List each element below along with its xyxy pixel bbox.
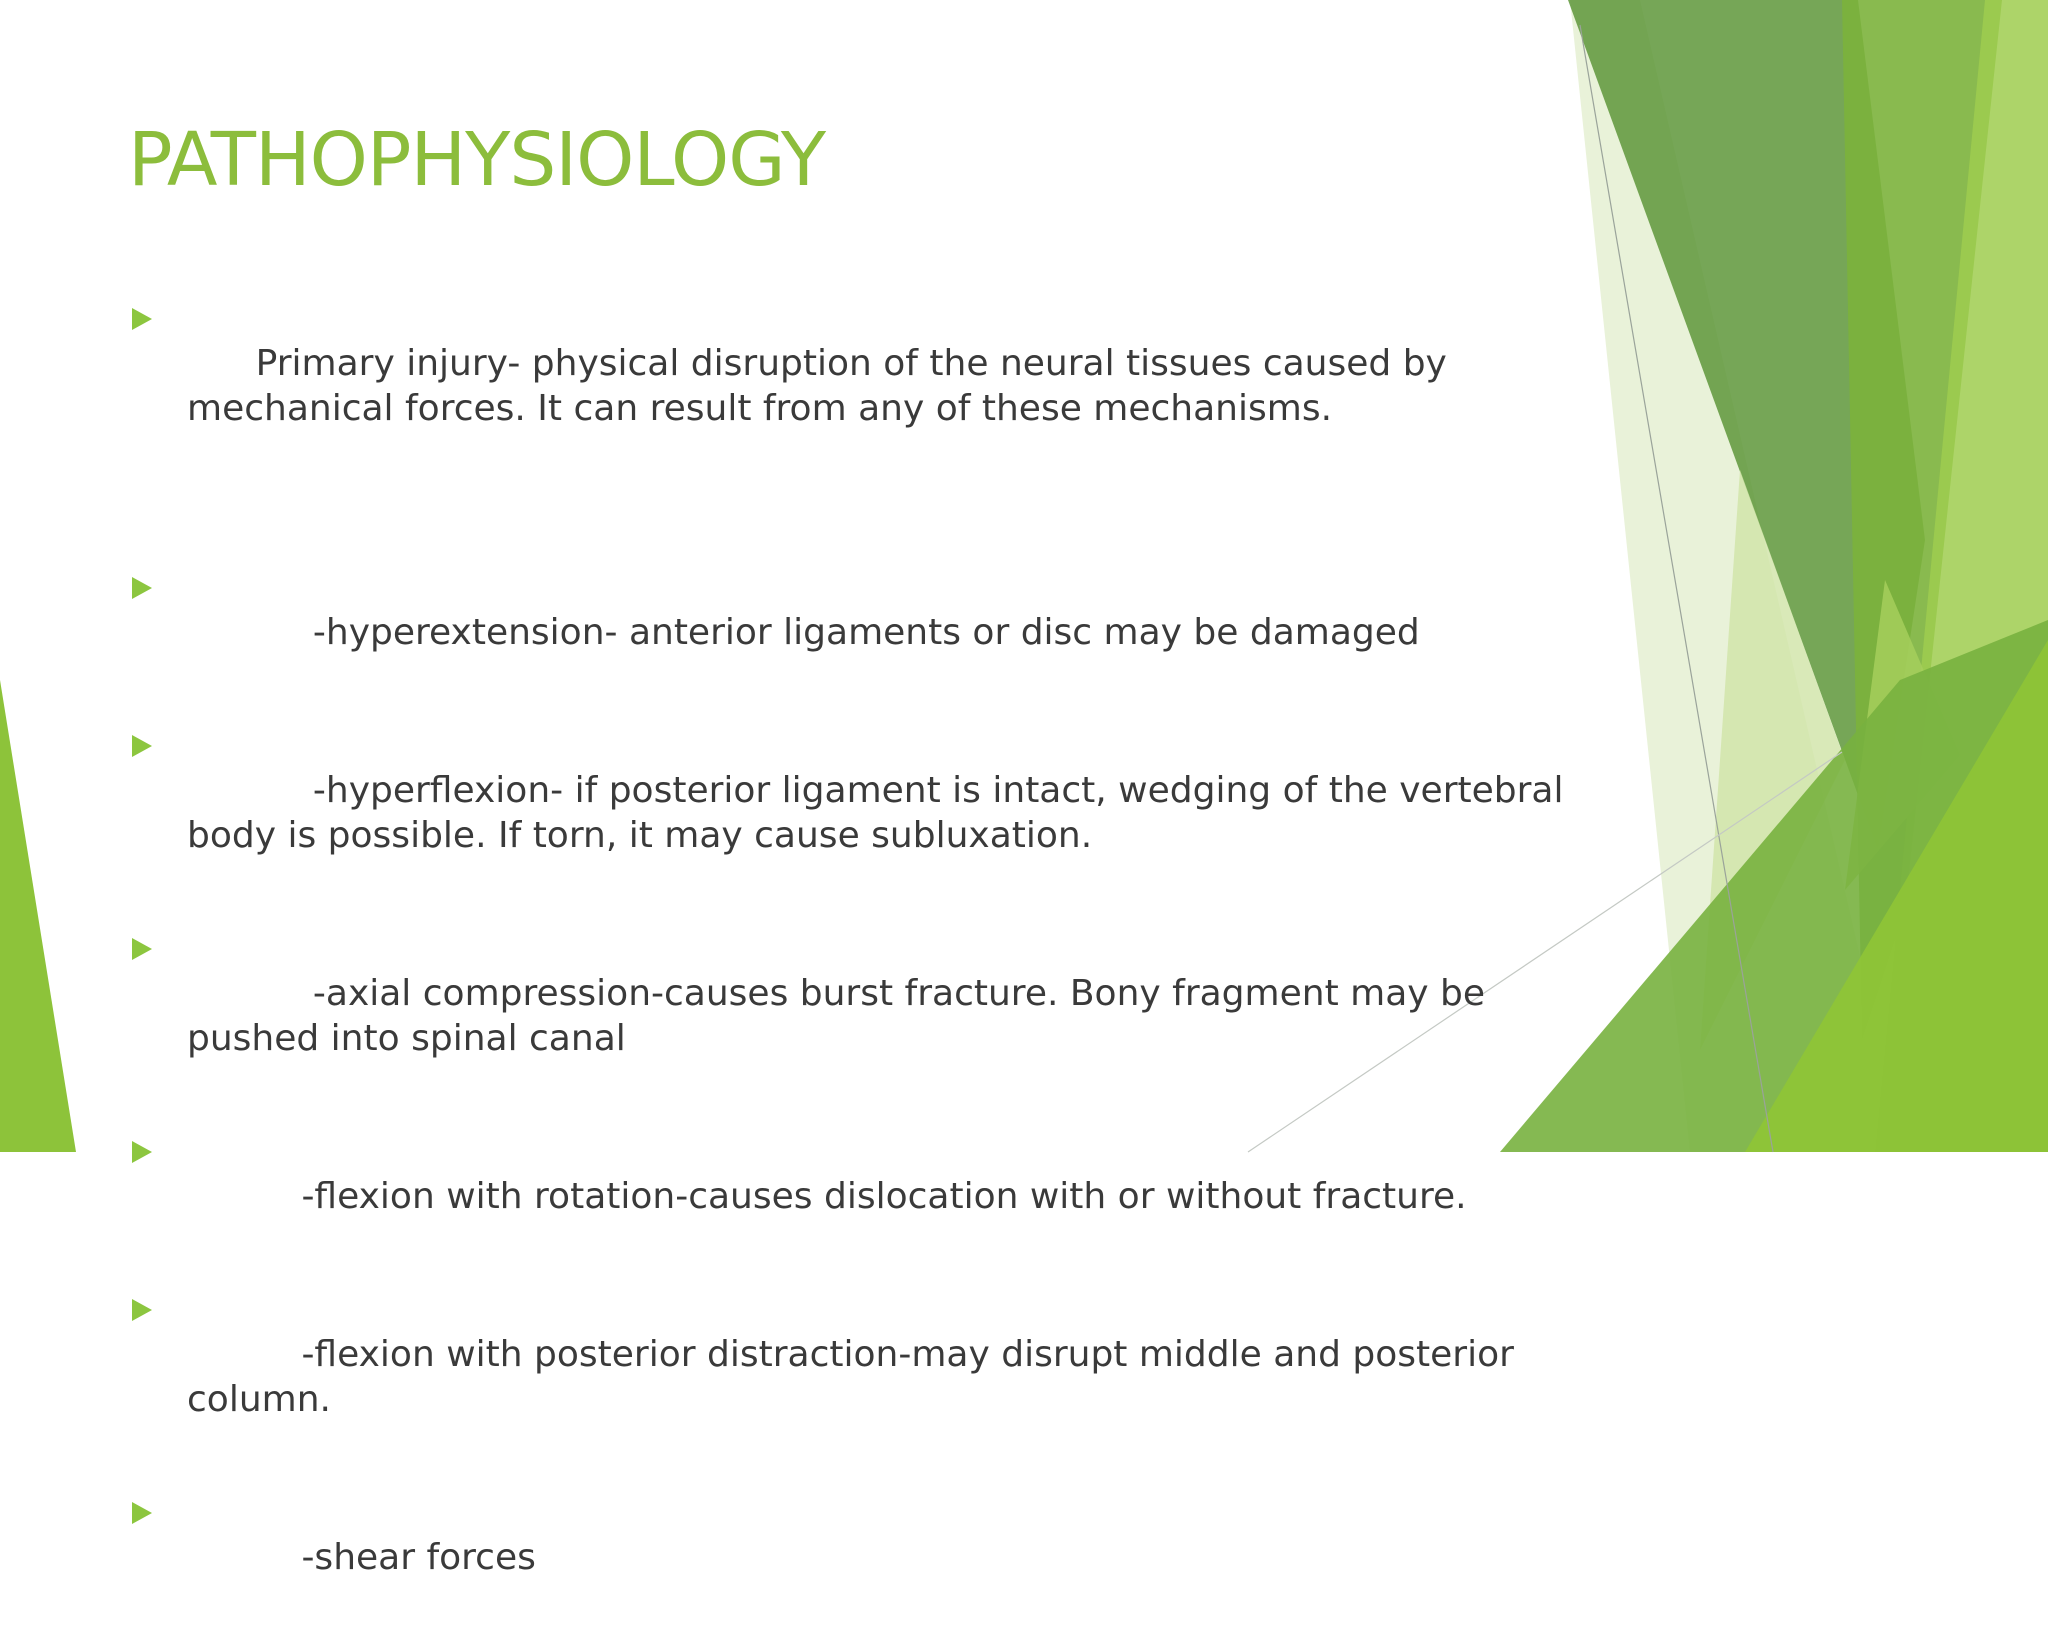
right-triangle-bullet-icon <box>132 308 152 330</box>
bullet-list <box>128 296 1575 1625</box>
bullet-item-flexion-distraction <box>128 1287 1568 1467</box>
bullet-text: -flexion with posterior distraction-may disrupt middle and posterior column. <box>187 1334 1526 1420</box>
right-triangle-bullet-icon <box>132 735 152 757</box>
bullet-item-hyperextension <box>128 565 1568 700</box>
bullet-item-hyperflexion <box>128 723 1575 903</box>
right-triangle-bullet-icon <box>132 1299 152 1321</box>
bullet-text: -shear forces <box>255 1537 536 1578</box>
bullet-item-axial-compression <box>128 926 1568 1106</box>
bullet-item-primary-injury <box>128 296 1568 476</box>
bullet-text: -flexion with rotation-causes dislocation with or without fracture. <box>255 1176 1467 1217</box>
slide-title: PATHOPHYSIOLOGY <box>128 117 826 203</box>
right-triangle-bullet-icon <box>132 577 152 599</box>
bullet-item-flexion-rotation <box>128 1129 1568 1264</box>
right-triangle-bullet-icon <box>132 938 152 960</box>
bullet-text: Primary injury- physical disruption of the neural tissues caused by mechanical forces. It can result from any of these mechanisms. <box>187 343 1459 429</box>
right-triangle-bullet-icon <box>132 1502 152 1524</box>
bullet-text: -hyperextension- anterior ligaments or disc may be damaged <box>255 612 1420 653</box>
bullet-text: -axial compression-causes burst fracture. Bony fragment may be pushed into spinal canal <box>187 973 1497 1059</box>
left-edge-sliver <box>0 680 76 1152</box>
bullet-item-shear-forces <box>128 1490 1568 1625</box>
bullet-text: -hyperflexion- if posterior ligament is intact, wedging of the vertebral body is possible. If torn, it may cause subluxation. <box>187 770 1575 856</box>
right-triangle-bullet-icon <box>132 1141 152 1163</box>
